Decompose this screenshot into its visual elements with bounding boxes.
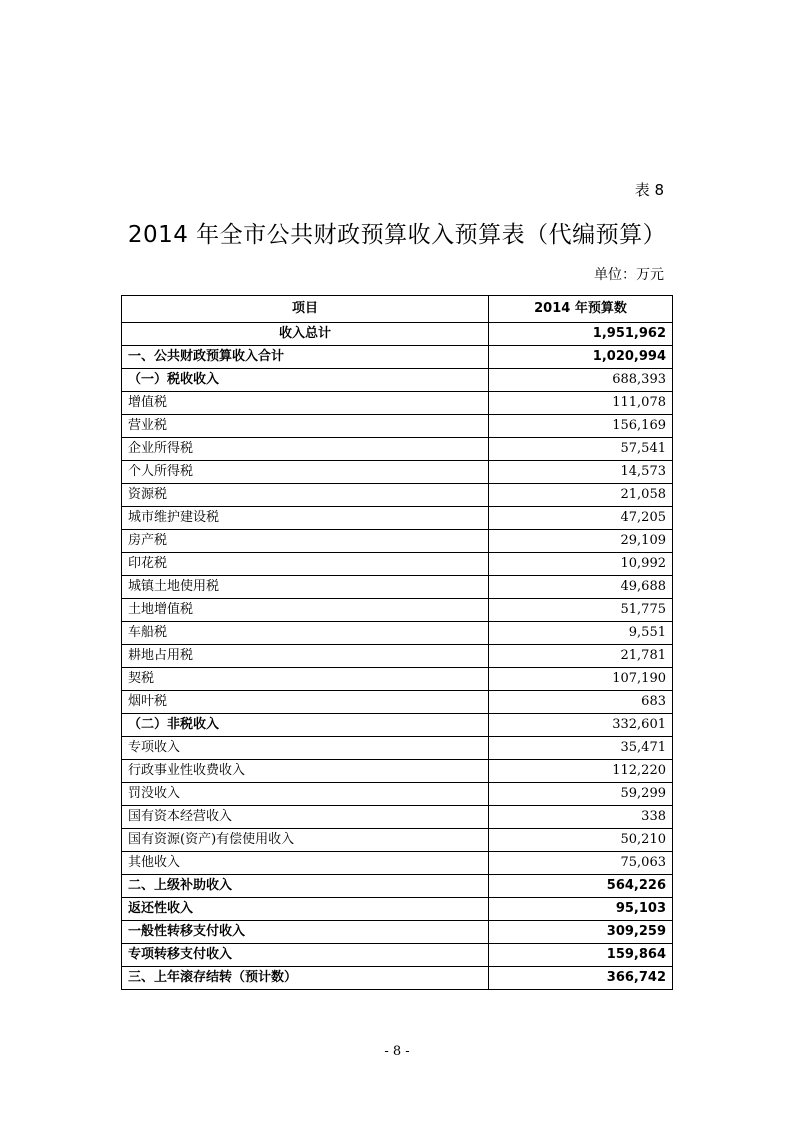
table-row: [122, 668, 673, 691]
page-number: - 8 -: [384, 1044, 410, 1059]
row-budget-value: 21,058: [489, 484, 673, 507]
row-budget-value: 50,210: [489, 829, 673, 852]
row-item-name: 个人所得税: [122, 461, 489, 484]
table-row: [122, 622, 673, 645]
row-budget-value: 75,063: [489, 852, 673, 875]
budget-table: [121, 295, 673, 990]
table-header-row: [122, 296, 673, 323]
unit-label: 单位：万元: [594, 267, 664, 283]
row-budget-value: 59,299: [489, 783, 673, 806]
row-budget-value: 564,226: [489, 875, 673, 898]
row-budget-value: 57,541: [489, 438, 673, 461]
row-budget-value: 107,190: [489, 668, 673, 691]
row-budget-value: 1,020,994: [489, 346, 673, 369]
table-label: 表 8: [634, 181, 664, 199]
table-row: [122, 967, 673, 990]
row-item-name: 行政事业性收费收入: [122, 760, 489, 783]
row-item-name: 返还性收入: [122, 898, 489, 921]
page-title: 2014 年全市公共财政预算收入预算表（代编预算）: [127, 222, 667, 248]
row-item-name: 契税: [122, 668, 489, 691]
row-item-name: （二）非税收入: [122, 714, 489, 737]
row-item-name: 房产税: [122, 530, 489, 553]
column-header-budget: 2014 年预算数: [489, 296, 673, 323]
row-budget-value: 10,992: [489, 553, 673, 576]
row-budget-value: 683: [489, 691, 673, 714]
row-item-name: 其他收入: [122, 852, 489, 875]
row-budget-value: 156,169: [489, 415, 673, 438]
row-item-name: 车船税: [122, 622, 489, 645]
row-item-name: 资源税: [122, 484, 489, 507]
row-budget-value: 29,109: [489, 530, 673, 553]
table-row: [122, 852, 673, 875]
row-item-name: 专项收入: [122, 737, 489, 760]
row-budget-value: 47,205: [489, 507, 673, 530]
row-item-name: 印花税: [122, 553, 489, 576]
table-row: [122, 392, 673, 415]
table-body: [122, 323, 673, 990]
table-row: [122, 484, 673, 507]
table-row: [122, 691, 673, 714]
row-item-name: 一、公共财政预算收入合计: [122, 346, 489, 369]
row-budget-value: 332,601: [489, 714, 673, 737]
row-item-name: 城镇土地使用税: [122, 576, 489, 599]
row-item-name: 国有资源(资产)有偿使用收入: [122, 829, 489, 852]
table-row: [122, 944, 673, 967]
table-row: [122, 530, 673, 553]
row-item-name: 收入总计: [122, 323, 489, 346]
table-row: [122, 438, 673, 461]
row-budget-value: 159,864: [489, 944, 673, 967]
row-budget-value: 1,951,962: [489, 323, 673, 346]
row-item-name: 营业税: [122, 415, 489, 438]
table-row: [122, 645, 673, 668]
table-row: [122, 369, 673, 392]
table-row: [122, 415, 673, 438]
table-row: [122, 783, 673, 806]
row-budget-value: 112,220: [489, 760, 673, 783]
row-item-name: 三、上年滚存结转（预计数）: [122, 967, 489, 990]
row-item-name: 增值税: [122, 392, 489, 415]
row-budget-value: 111,078: [489, 392, 673, 415]
table-row: [122, 346, 673, 369]
table-row: [122, 553, 673, 576]
row-item-name: 土地增值税: [122, 599, 489, 622]
row-item-name: （一）税收收入: [122, 369, 489, 392]
table-row: [122, 323, 673, 346]
row-budget-value: 309,259: [489, 921, 673, 944]
row-budget-value: 35,471: [489, 737, 673, 760]
row-budget-value: 338: [489, 806, 673, 829]
table-row: [122, 898, 673, 921]
table-row: [122, 760, 673, 783]
row-item-name: 专项转移支付收入: [122, 944, 489, 967]
table-row: [122, 806, 673, 829]
table-row: [122, 829, 673, 852]
row-budget-value: 688,393: [489, 369, 673, 392]
table-row: [122, 576, 673, 599]
row-budget-value: 14,573: [489, 461, 673, 484]
row-item-name: 一般性转移支付收入: [122, 921, 489, 944]
row-budget-value: 49,688: [489, 576, 673, 599]
row-budget-value: 95,103: [489, 898, 673, 921]
row-budget-value: 9,551: [489, 622, 673, 645]
row-item-name: 二、上级补助收入: [122, 875, 489, 898]
row-budget-value: 366,742: [489, 967, 673, 990]
row-item-name: 城市维护建设税: [122, 507, 489, 530]
row-item-name: 国有资本经营收入: [122, 806, 489, 829]
row-item-name: 企业所得税: [122, 438, 489, 461]
table-row: [122, 921, 673, 944]
table-row: [122, 714, 673, 737]
row-budget-value: 21,781: [489, 645, 673, 668]
row-budget-value: 51,775: [489, 599, 673, 622]
table-row: [122, 737, 673, 760]
column-header-item: 项目: [122, 296, 489, 323]
table-row: [122, 461, 673, 484]
row-item-name: 耕地占用税: [122, 645, 489, 668]
row-item-name: 罚没收入: [122, 783, 489, 806]
table-row: [122, 507, 673, 530]
table-row: [122, 875, 673, 898]
table-row: [122, 599, 673, 622]
row-item-name: 烟叶税: [122, 691, 489, 714]
